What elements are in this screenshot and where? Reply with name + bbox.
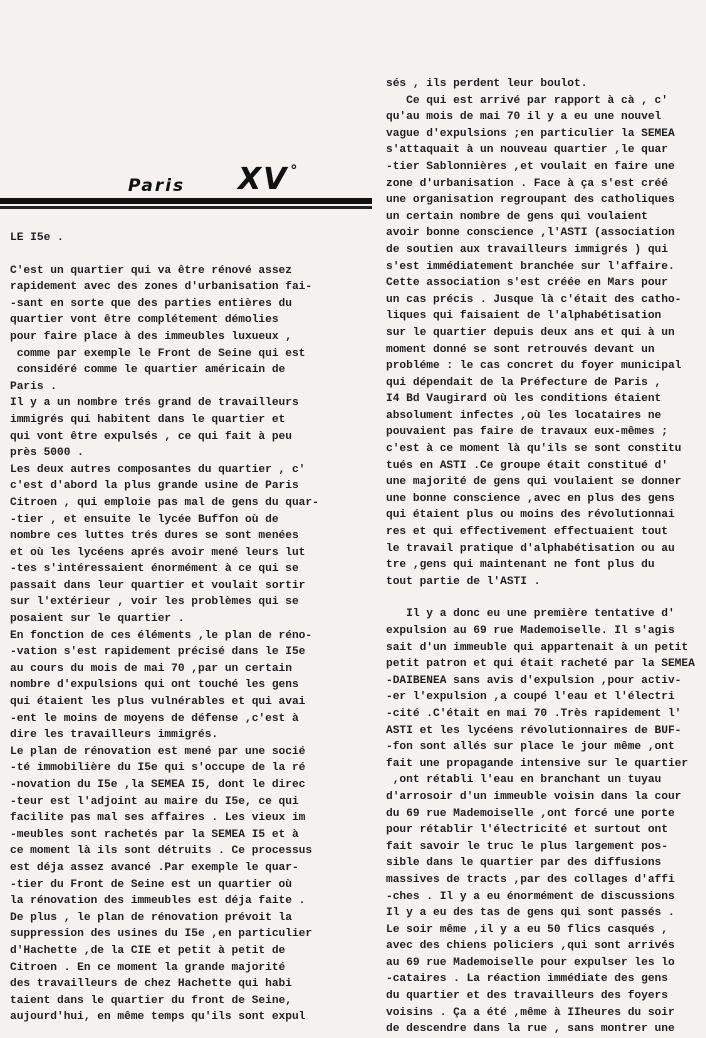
text-line: Ce qui est arrivé par rapport à cà , c' [386,94,668,107]
text-line: -vation s'est rapidement précisé dans le I5e [10,646,306,659]
text-line: ASTI et les lycéens révolutionnaires de BUF- [386,724,682,737]
text-line: moment donné se sont retrouvés devant un [386,343,655,356]
text-line: c'est à ce moment là qu'ils se sont constitu [386,443,682,456]
text-line: s'est immédiatement branchée sur l'affaire. [386,260,675,273]
paragraph-gap [10,247,380,263]
text-line: ,ont rétabli l'eau en branchant un tuyau [386,774,662,787]
text-line: des travailleurs de chez Hachette qui habi [10,978,292,991]
text-line: -sant en sorte que des parties entières du [10,297,292,310]
text-line: massives de tracts ,par des collages d'affi [386,873,675,886]
left-text-column [10,230,380,1026]
text-line: En fonction de ces éléments ,le plan de réno- [10,629,313,642]
text-line: liques qui faisaient de l'alphabétisation [386,310,662,323]
text-line: De plus , le plan de rénovation prévoit la [10,911,292,924]
text-line: pour faire place à des immeubles luxueux , [10,330,292,343]
text-line: une organisation regroupant des catholiques [386,194,675,207]
text-line: sible dans le quartier par des diffusions [386,857,662,870]
text-line: -cité .C'était en mai 70 .Très rapidement l' [386,707,682,720]
text-line: un cas précis . Jusque là c'était des catho- [386,293,682,306]
text-line: Cette association s'est créée en Mars pour [386,277,668,290]
text-line: qui étaient plus ou moins des révolutionnai [386,509,675,522]
text-line: sés , ils perdent leur boulot. [386,78,588,90]
paragraph-gap [386,590,704,606]
text-line: -novation du I5e ,la SEMEA I5, dont le direc [10,779,306,791]
district-numeral: XV [238,162,289,197]
right-text-column [386,76,704,1038]
text-line: sur l'extérieur , voir les problèmes qui se [10,596,299,609]
text-line: tout partie de l'ASTI . [386,575,541,588]
text-line: sur le quartier depuis deux ans et qui à un [386,326,675,339]
text-line: fait savoir le truc le plus largement pos- [386,840,668,853]
text-line: est déja assez avancé .Par exemple le quar- [10,861,299,874]
text-line: res et qui effectivement effectuaient tout [386,526,668,539]
text-line: taient dans le quartier du front de Seine, [10,994,292,1007]
text-line: c'est d'abord la plus grande usine de Paris [10,480,299,493]
text-line: -ent le moins de moyens de défense ,c'est à [10,712,299,725]
text-line: passait dans leur quartier et voulait sortir [10,579,306,592]
text-line: -meubles sont rachetés par la SEMEA I5 et à [10,828,299,841]
text-line: C'est un quartier qui va être rénové assez [10,264,292,277]
text-line: vague d'expulsions ;en particulier la SEMEA [386,127,675,140]
text-line: de soutien aux travailleurs immigrés ) qui [386,243,668,256]
text-line: zone d'urbanisation . Face à ça s'est créé [386,177,668,190]
text-line: le travail pratique d'alphabétisation ou au [386,542,675,555]
text-line: nombre ces luttes trés dures se sont menées [10,530,299,543]
text-line: Les deux autres composantes du quartier , c' [10,463,306,476]
text-line: la rénovation des immeubles est déja faite . [10,895,306,908]
text-line: Le soir même ,il y a eu 50 flics casqués , [386,923,668,936]
text-line: -fon sont allés sur place le jour même ,ont [386,741,675,754]
text-line: nombre d'expulsions qui ont touché les gens [10,679,299,692]
text-line: -DAIBENEA sans avis d'expulsion ,pour activ- [386,674,682,687]
text-line: -er l'expulsion ,a coupé l'eau et l'électri [386,691,675,704]
title-banner [0,162,372,212]
text-line: ce moment là ils sont détruits . Ce processus [10,845,313,858]
text-line: rapidement avec des zones d'urbanisation fai- [10,281,313,294]
text-line: Citroen , qui emploie pas mal de gens du quar- [10,496,319,509]
text-line: posaient sur le quartier . [10,613,185,626]
text-line: près 5000 . [10,447,84,460]
text-line: petit patron et qui était racheté par la SEMEA [386,658,695,671]
text-line: Paris . [10,380,57,393]
text-line: probléme : le cas concret du foyer municipal [386,360,682,373]
city-title: Paris [128,176,186,196]
text-line: au cours du mois de mai 70 ,par un certain [10,662,292,675]
text-line: -tes s'intéressaient énormément à ce qui se [10,563,299,576]
text-line: LE I5e . [10,232,64,244]
text-line: avoir bonne conscience ,l'ASTI (association [386,227,675,240]
text-line: voisins . Ça a été ,même à IIheures du soir [386,1006,675,1019]
text-line: de descendre dans la rue , sans montrer une [386,1023,675,1036]
text-line: -tier , et ensuite le lycée Buffon où de [10,513,279,526]
text-line: I4 Bd Vaugirard où les conditions étaient [386,393,662,406]
text-line: suppression des usines du I5e ,en particulier [10,928,313,941]
text-line: s'attaquait à un nouveau quartier ,le quar [386,144,668,157]
text-line: qui dépendait de la Préfecture de Paris , [386,376,662,389]
text-line: qui vont être expulsés , ce qui fait à peu [10,430,292,443]
text-line: une bonne conscience ,avec en plus des gens [386,492,675,505]
text-line: pour rétablir l'électricité et surtout ont [386,824,668,837]
text-line: facilite pas mal ses affaires . Les vieux im [10,812,306,825]
degree-mark: ° [290,163,300,179]
banner-rule [0,198,372,204]
text-line: du 69 rue Mademoiselle ,ont forcé une porte [386,807,675,820]
text-line: sait d'un immeuble qui appartenait à un petit [386,641,689,654]
text-line: un certain nombre de gens qui voulaient [386,210,648,223]
district-title [238,162,299,197]
text-line: -ches . Il y a eu énormément de discussions [386,890,675,903]
text-line: quartier vont être complétement démolies [10,314,279,327]
text-line: qui étaient les plus vulnérables et qui avai [10,696,306,709]
text-line: considéré comme le quartier américain de [10,364,286,377]
text-line: une majorité de gens qui voulaient se donner [386,476,682,489]
text-line: -tier du Front de Seine est un quartier où [10,878,292,891]
text-line: Il y a un nombre trés grand de travailleurs [10,397,299,410]
text-line: du quartier et des travailleurs des foyers [386,990,668,1003]
text-line: qu'au mois de mai 70 il y a eu une nouvel [386,111,662,124]
text-line: Il y a donc eu une première tentative d' [386,608,675,621]
text-line: expulsion au 69 rue Mademoiselle. Il s'agis [386,625,675,637]
text-line: -cataires . La réaction immédiate des gens [386,973,668,986]
text-line: et où les lycéens aprés avoir mené leurs lut [10,546,306,559]
text-line: d'Hachette ,de la CIE et petit à petit de [10,944,286,957]
text-line: Il y a eu des tas de gens qui sont passés . [386,907,675,920]
text-line: tués en ASTI .Ce groupe était constitué d' [386,459,668,472]
text-line: au 69 rue Mademoiselle pour expulser les lo [386,956,675,969]
text-line: pouvaient pas faire de travaux eux-mêmes ; [386,426,668,439]
text-line: d'arrosoir d'un immeuble voisin dans la cour [386,790,682,803]
text-line: tre ,gens qui maintenant ne font plus du [386,559,655,572]
text-line: avec des chiens policiers ,qui sont arrivés [386,940,675,953]
banner-rule-secondary [0,206,372,209]
text-line: -té immobilière du I5e qui s'occupe de la ré [10,762,306,775]
text-line: Citroen . En ce moment la grande majorité [10,961,286,974]
text-line: Le plan de rénovation est mené par une socié [10,745,306,758]
text-line: aujourd'hui, en même temps qu'ils sont expul [10,1011,306,1024]
text-line: comme par exemple le Front de Seine qui est [10,347,306,360]
text-line: -teur est l'adjoint au maire du I5e, ce qui [10,795,299,808]
text-line: dire les travailleurs immigrés. [10,729,219,742]
text-line: immigrés qui habitent dans le quartier et [10,413,286,426]
text-line: fait une propagande intensive sur le quartier [386,757,689,770]
text-line: absolument infectes ,où les locataires ne [386,409,662,422]
text-line: -tier Sablonnières ,et voulait en faire une [386,160,675,173]
